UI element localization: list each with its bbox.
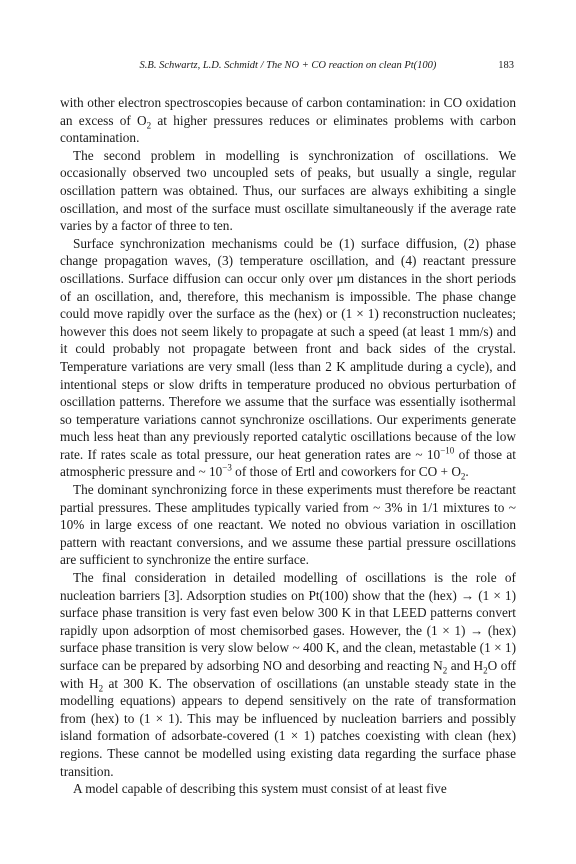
paragraph (60, 147, 516, 235)
paragraph (60, 94, 516, 147)
body-text (60, 94, 516, 798)
text-run: at 300 K. The observation of oscillations (an unstable steady state in the modelling equations) appears to depend sensitively on the rate of transformation from (hex) to (1 × 1). This may be influenced by nucleation barriers and possibly island formation of adsorbate-covered (1 × 1) patches coexisting with clean (hex) regions. These cannot be modelled using existing data regarding the surface phase transition. (60, 675, 516, 779)
superscript: −10 (440, 445, 455, 456)
text-run: . (465, 464, 469, 480)
text-run: The final consideration in detailed modelling of oscillations is the role of nucleation barriers [3]. Adsorption studies on Pt(100) show that the (hex) → (1 × 1) surface phase transition is very fast even below 300 K in that LEED patterns convert rapidly upon adsorption of most chemisorbed gases. However, the (1 × 1) → (hex) surface phase transition is very slow below ~ 400 K, and the clean, metastable (1 × 1) surface can be prepared by adsorbing NO and desorbing and reacting N (60, 570, 516, 673)
paragraph (60, 569, 516, 780)
journal-page (60, 60, 516, 798)
paragraph (60, 235, 516, 481)
superscript: −3 (222, 463, 232, 474)
subscript: 2 (460, 472, 466, 483)
text-run: with other electron spectroscopies because of carbon contamination: in CO oxidation an excess of O (60, 95, 516, 128)
running-title: S.B. Schwartz, L.D. Schmidt / The NO + CO reaction on clean Pt(100) (139, 60, 437, 71)
text-run: The dominant synchronizing force in these experiments must therefore be reactant partial pressures. These amplitudes typically varied from ~ 3% in 1/1 mixtures to ~ 10% in large excess of one reactant. We noted no obvious variation in oscillation pattern with reactant conversions, and we assume these partial pressure oscillations are sufficient to synchronize the entire surface. (60, 482, 516, 568)
text-run: at higher pressures reduces or eliminates problems with carbon contamination. (60, 112, 516, 146)
subscript: 2 (483, 665, 488, 676)
subscript: 2 (146, 120, 152, 131)
paragraph (60, 481, 516, 569)
text-run: The second problem in modelling is synchronization of oscillations. We occasionally observed two uncoupled sets of peaks, but usually a single, regular oscillation pattern was obtained. Thus, our surfaces are always exhibiting a single oscillation, and most of the surface must oscillate simultaneously if the average rate varies by a factor of three to ten. (60, 147, 516, 234)
subscript: 2 (98, 683, 104, 694)
text-run: O off with H (60, 658, 516, 691)
subscript: 2 (442, 665, 448, 676)
text-run: and H (447, 658, 484, 673)
text-run: A model capable of describing this system must consist of at least five (73, 781, 447, 797)
page-number: 183 (498, 60, 514, 71)
text-run: Surface synchronization mechanisms could be (1) surface diffusion, (2) phase change propagation waves, (3) temperature oscillation, and (4) reactant pressure oscillations. Surface diffusion can occur only over μm distances in the short periods of an oscillation, and, therefore, this mechanism is impossible. The phase change could move rapidly over the surface as the (hex) or (1 × 1) reconstruction nucleates; however this does not seem likely to propagate at such a speed (at least 1 mm/s) and it could probably not propagate between front and back sides of the crystal. Temperature variations are very small (less than 2 K amplitude during a cycle), and intentional steps or slow drifts in temperature produced no obvious perturbation of oscillation patterns. Therefore we assume that the surface was essentially isothermal so temperature variations cannot synchronize oscillations. Our experiments generate much less heat than any previously reported catalytic oscillations because of the low rate. If rates scale as total pressure, our heat generation rates are ~ 10 (60, 235, 516, 462)
text-run: of those of Ertl and coworkers for CO + O (231, 464, 461, 480)
running-header (60, 60, 516, 76)
paragraph (60, 780, 516, 798)
text-run: of those at atmospheric pressure and ~ 10 (60, 446, 516, 480)
